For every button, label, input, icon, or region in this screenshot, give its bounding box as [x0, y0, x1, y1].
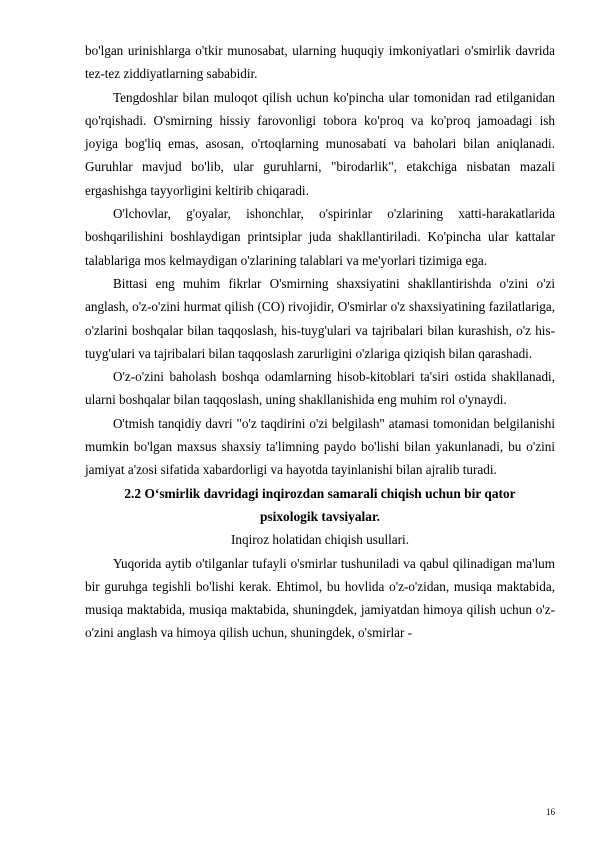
section-heading-line-2: psixologik tavsiyalar.	[259, 508, 381, 524]
page-body	[85, 39, 555, 645]
paragraph-3: O'lchovlar, g'oyalar, ishonchlar, o'spirinlar o'zlarining xatti-harakatlarida boshqarilishini boshlaydigan printsiplar juda shakllantiriladi. Ko'pincha ular kattalar talablariga mos kelmaydigan o'zlarining talablari va me'yorlari tizimiga ega.	[85, 206, 555, 268]
paragraph-1: bo'lgan urinishlarga o'tkir munosabat, ularning huquqiy imkoniyatlari o'smirlik davrida tez-tez ziddiyatlarning sababidir.	[85, 43, 555, 82]
subheading: Inqiroz holatidan chiqish usullari.	[231, 532, 409, 548]
paragraph-7: Yuqorida aytib o'tilganlar tufayli o'smirlar tushuniladi va qabul qilinadigan ma'lum bir guruhga tegishli bo'lishi kerak. Ehtimol, bu hovlida o'z-o'zidan, musiqa maktabida, musiqa maktabida, musiqa maktabida, shuningdek, jamiyatdan himoya qilish uchun o'z-o'zini anglash va himoya qilish uchun, shuningdek, o'smirlar -	[85, 555, 555, 641]
page-number: 16	[546, 807, 555, 817]
paragraph-4: Bittasi eng muhim fikrlar O'smirning shaxsiyatini shakllantirishda o'zini o'zi anglash, o'z-o'zini hurmat qilish (CO) rivojidir, O'smirlar o'z shaxsiyatining fazilatlariga, o'zlarini boshqalar bilan taqqoslash, his-tuyg'ulari va tajribalari bilan kurashish, o'z his-tuyg'ulari va tajribalari bilan taqqoslash zarurligini o'zlariga qiziqish bilan qarashadi.	[85, 275, 555, 361]
paragraph-6: O'tmish tanqidiy davri "o'z taqdirini o'zi belgilash" atamasi tomonidan belgilanishi mumkin bo'lgan maxsus shaxsiy ta'limning paydo bo'lishi bilan yakunlanadi, bu o'zini jamiyat a'zosi sifatida xabardorligi va hayotda tayinlanishi bilan ajralib turadi.	[85, 415, 555, 478]
paragraph-2: Tengdoshlar bilan muloqot qilish uchun ko'pincha ular tomonidan rad etilganidan qo'rqishadi. O'smirning hissiy farovonligi tobora ko'proq va ko'proq jamoadagi ish joyiga bog'liq emas, asosan, o'rtoqlarning munosabati va baholari bilan aniqlanadi. Guruhlar mavjud bo'lib, ular guruhlarni, "birodarlik", etakchiga nisbatan mazali ergashishga tayyorligini keltirib chiqaradi.	[85, 89, 555, 198]
section-heading	[85, 482, 555, 529]
paragraph-5: O'z-o'zini baholash boshqa odamlarning hisob-kitoblari ta'siri ostida shakllanadi, ularni boshqalar bilan taqqoslash, uning shakllanishida eng muhim rol o'ynaydi.	[85, 369, 555, 408]
section-heading-line-1: 2.2 O‘smirlik davridagi inqirozdan samarali chiqish uchun bir qator	[124, 485, 516, 501]
